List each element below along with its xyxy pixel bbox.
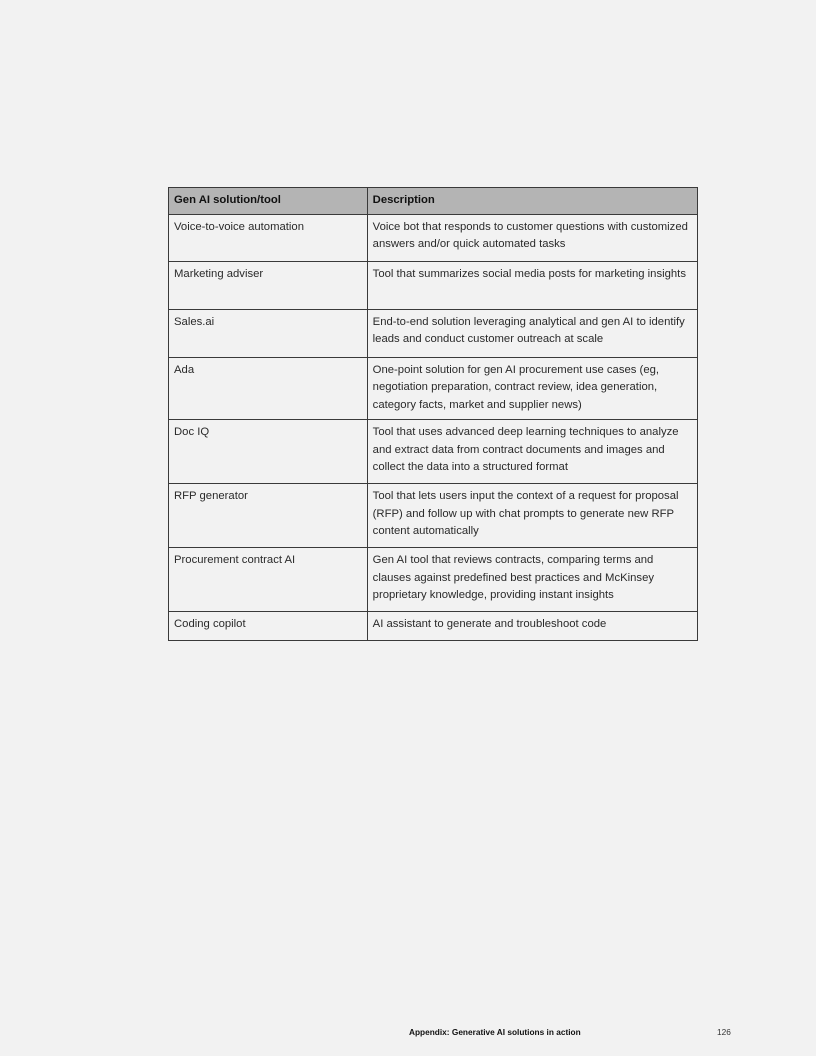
column-header-tool: Gen AI solution/tool: [169, 188, 368, 215]
description-cell: Gen AI tool that reviews contracts, comparing terms and clauses against predefined best practices and McKinsey proprietary knowledge, providing instant insights: [367, 548, 697, 612]
table-row: [169, 214, 698, 261]
table-header-row: [169, 188, 698, 215]
table-row: [169, 484, 698, 548]
table-row: [169, 309, 698, 357]
table-row: [169, 612, 698, 641]
tool-name-cell: Coding copilot: [169, 612, 368, 641]
table-row: [169, 357, 698, 420]
description-cell: Tool that lets users input the context of a request for proposal (RFP) and follow up with chat prompts to generate new RFP content automatically: [367, 484, 697, 548]
description-cell: AI assistant to generate and troubleshoot code: [367, 612, 697, 641]
description-cell: Voice bot that responds to customer questions with customized answers and/or quick automated tasks: [367, 214, 697, 261]
tool-name-cell: Voice-to-voice automation: [169, 214, 368, 261]
table-row: [169, 420, 698, 484]
column-header-description: Description: [367, 188, 697, 215]
description-cell: Tool that uses advanced deep learning techniques to analyze and extract data from contract documents and images and collect the data into a structured format: [367, 420, 697, 484]
tool-name-cell: Marketing adviser: [169, 261, 368, 309]
description-cell: End-to-end solution leveraging analytical and gen AI to identify leads and conduct customer outreach at scale: [367, 309, 697, 357]
table-row: [169, 548, 698, 612]
table-row: [169, 261, 698, 309]
page-number: 126: [717, 1027, 731, 1037]
footer-section-title: Appendix: Generative AI solutions in action: [409, 1027, 581, 1037]
description-cell: One-point solution for gen AI procurement use cases (eg, negotiation preparation, contract review, idea generation, category facts, market and supplier news): [367, 357, 697, 420]
tool-name-cell: Ada: [169, 357, 368, 420]
gen-ai-solutions-table: [168, 187, 698, 641]
tool-name-cell: Procurement contract AI: [169, 548, 368, 612]
tool-name-cell: RFP generator: [169, 484, 368, 548]
tool-name-cell: Sales.ai: [169, 309, 368, 357]
tool-name-cell: Doc IQ: [169, 420, 368, 484]
description-cell: Tool that summarizes social media posts for marketing insights: [367, 261, 697, 309]
